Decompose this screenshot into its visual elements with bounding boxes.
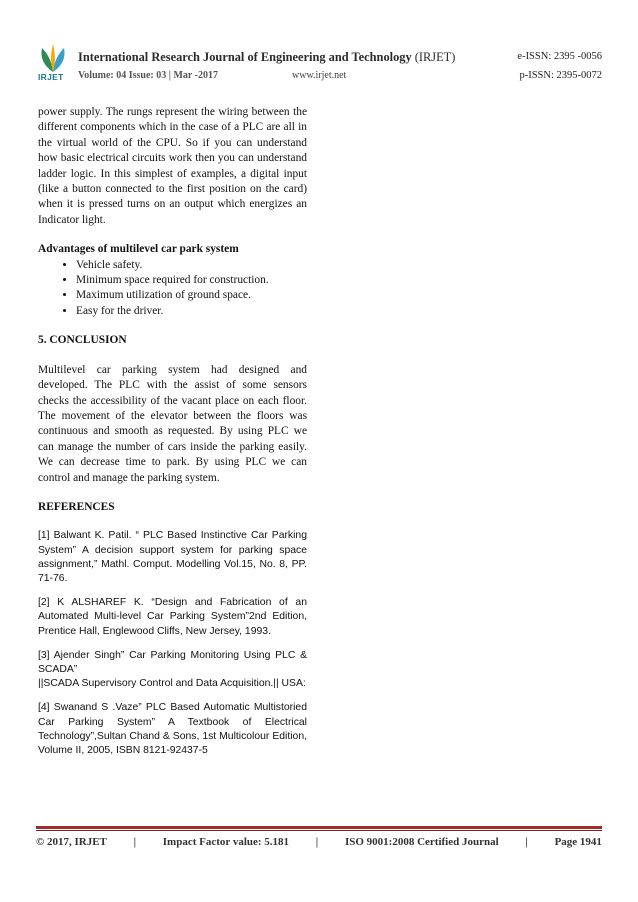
intro-paragraph: power supply. The rungs represent the wiring between the different components which in the case of a PLC are all in the virtual world of the CPU. So if you can understand how basic electrical circuits work then you can understand ladder logic. In this simplest of examples, a digital input (like a button connected to the first position on the card) when it is pressed turns on an output which energizes an Indicator light. xyxy=(38,106,307,226)
reference-item: ||SCADA Supervisory Control and Data Acquisition.|| USA: xyxy=(38,678,306,690)
footer-rule-thin xyxy=(36,830,602,831)
footer-iso: ISO 9001:2008 Certified Journal xyxy=(344,836,499,848)
footer-separator: | xyxy=(525,836,528,848)
reference-item: [3] Ajender Singh” Car Parking Monitoring Using PLC & SCADA” xyxy=(38,649,307,675)
advantages-heading: Advantages of multilevel car park system xyxy=(38,243,239,256)
journal-name: International Research Journal of Engineering and Technology xyxy=(78,50,412,64)
page-header xyxy=(36,44,602,88)
conclusion-heading: 5. CONCLUSION xyxy=(38,334,127,347)
footer-page-number: Page 1941 xyxy=(554,836,602,848)
journal-website[interactable]: www.irjet.net xyxy=(292,70,347,81)
page-footer xyxy=(36,836,602,848)
footer-separator: | xyxy=(133,836,137,848)
pissn: p-ISSN: 2395-0072 xyxy=(519,70,602,81)
list-item: • Minimum space required for construction. xyxy=(76,273,307,288)
footer-separator: | xyxy=(315,836,319,848)
conclusion-paragraph: Multilevel car parking system had designed and developed. The PLC with the assist of some sensors checks the accessibility of the vacant place on each floor. The movement of the elevator between the floors was continuous and smooth as requested. By using PLC we can manage the number of cars inside the parking easily. We can decrease time to park. By using PLC we can control and manage the parking system. xyxy=(38,363,307,484)
irjet-logo xyxy=(36,44,70,84)
list-item: • Easy for the driver. xyxy=(76,304,307,319)
eissn: e-ISSN: 2395 -0056 xyxy=(517,51,602,62)
article-column xyxy=(38,105,307,758)
logo-text: IRJET xyxy=(38,72,64,82)
journal-title xyxy=(78,50,455,65)
reference-item: [2] K ALSHAREF K. “Design and Fabrication of an Automated Multi-level Car Parking System”2nd Edition, Prentice Hall, Englewood Cliffs, New Jersey, 1993. xyxy=(38,597,307,637)
footer-copyright: © 2017, IRJET xyxy=(36,836,107,848)
list-item: • Maximum utilization of ground space. xyxy=(76,288,307,303)
references-heading: REFERENCES xyxy=(38,500,115,513)
footer-rule xyxy=(36,826,602,829)
reference-item: [4] Swanand S .Vaze” PLC Based Automatic Multistoried Car Parking System” A Textbook of Electrical Technology”,Sultan Chand & Sons, 1st Multicolour Edition, Volume II, 2005, ISBN 8121-92437-5 xyxy=(38,702,307,756)
journal-abbr: (IRJET) xyxy=(411,50,456,64)
reference-item: [1] Balwant K. Patil. “ PLC Based Instinctive Car Parking System” A decision support system for parking space assignment,” Mathl. Comput. Modelling Vol.15, No. 8, PP. 71-76. xyxy=(38,530,307,584)
volume-issue: Volume: 04 Issue: 03 | Mar -2017 xyxy=(78,70,218,81)
leaf-logo-icon xyxy=(36,44,70,74)
footer-impact-factor: Impact Factor value: 5.181 xyxy=(162,836,290,848)
advantages-list xyxy=(38,258,307,320)
list-item: • Vehicle safety. xyxy=(76,258,307,273)
